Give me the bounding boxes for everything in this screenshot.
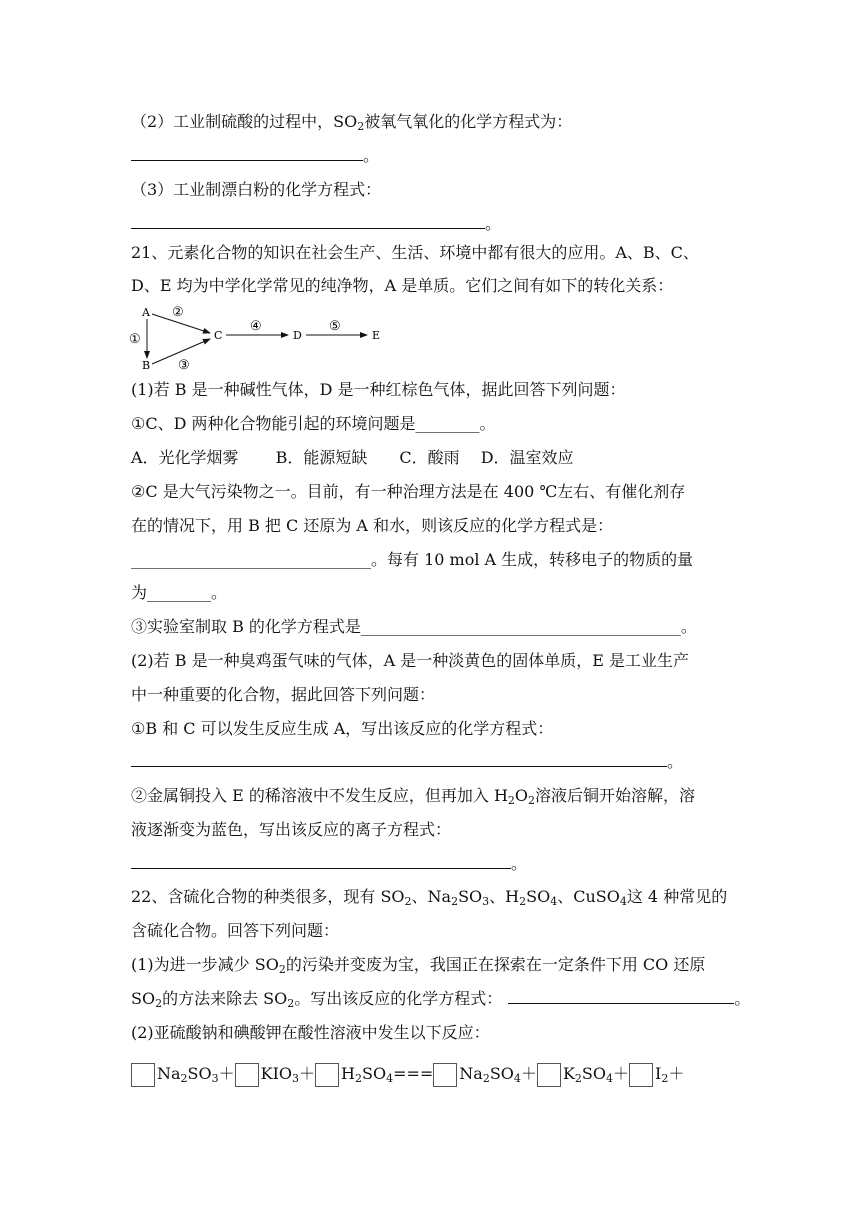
label-3: ③ [178, 358, 190, 373]
q21-stem-line2: D、E 均为中学化学常见的纯净物，A 是单质。它们之间有如下的转化关系： [131, 276, 674, 295]
q21-part1-q2-line3: ______________________________。每有 10 mol A 生成，转移电子的物质的量 [131, 550, 694, 569]
q22-stem-line1: 22、含硫化合物的种类很多，现有 $SO_2$、$Na_2SO_3$、$H_2SO_4$、CuSO$_4$这 4 种常见的 [131, 887, 728, 908]
q21-part2-intro-line2: 中一种重要的化合物，据此回答下列问题： [131, 685, 436, 704]
conversion-diagram [128, 302, 398, 374]
answer-blank[interactable] [131, 854, 511, 869]
q20-part2-answer-line: 。 [131, 146, 379, 166]
q21-part1-q1-options: A．光化学烟雾 B．能源短缺 C．酸雨 D．温室效应 [131, 448, 574, 467]
coefficient-box-6[interactable] [629, 1063, 653, 1087]
label-1: ① [129, 332, 141, 347]
q21-part2-q2-line1: ②金属铜投入 E 的稀溶液中不发生反应，但再加入 $H_2O_2$溶液后铜开始溶解，溶 [131, 786, 696, 807]
q22-stem-line2: 含硫化合物。回答下列问题： [131, 921, 340, 940]
q21-part1-q2-line1: ②C 是大气污染物之一。目前，有一种治理方法是在 400 ℃左右、有催化剂存 [131, 482, 686, 501]
q22-part1-line1: (1)为进一步减少 $SO_2$的污染并变废为宝，我国正在探索在一定条件下用 CO 还原 [131, 955, 706, 976]
q22-part2-line1: (2)亚硫酸钠和碘酸钾在酸性溶液中发生以下反应： [131, 1023, 490, 1042]
q20-part3-answer-line: 。 [131, 214, 501, 234]
q21-part1-q2-line2: 在的情况下，用 B 把 C 还原为 A 和水，则该反应的化学方程式是： [131, 516, 614, 535]
q21-part2-intro-line1: (2)若 B 是一种臭鸡蛋气味的气体，A 是一种淡黄色的固体单质，E 是工业生产 [131, 651, 690, 670]
answer-blank[interactable] [131, 146, 363, 161]
q21-part2-q2-line2: 液逐渐变为蓝色，写出该反应的离子方程式： [131, 820, 452, 839]
q21-part2-q1-answer-line: 。 [131, 752, 683, 772]
label-4: ④ [250, 319, 262, 334]
node-d: D [293, 329, 302, 342]
coefficient-box-5[interactable] [537, 1063, 561, 1087]
q21-part2-q2-answer-line: 。 [131, 854, 527, 874]
q20-part3-text: （3）工业制漂白粉的化学方程式： [131, 180, 382, 199]
answer-blank[interactable] [131, 752, 667, 767]
label-2: ② [172, 305, 184, 320]
q21-part1-q1: ①C、D 两种化合物能引起的环境问题是________。 [131, 414, 496, 433]
q21-part1-q2-line4: 为________。 [131, 583, 228, 602]
q21-part1-intro: (1)若 B 是一种碱性气体，D 是一种红棕色气体，据此回答下列问题： [131, 380, 626, 399]
label-5: ⑤ [329, 319, 341, 334]
node-b: B [142, 359, 151, 372]
equals-sign: === [393, 1064, 434, 1083]
q20-part2-text: （2）工业制硫酸的过程中，$SO_2$被氧气氧化的化学方程式为： [131, 112, 573, 133]
coefficient-box-1[interactable] [131, 1063, 155, 1087]
q21-part1-q3: ③实验室制取 B 的化学方程式是________________________________________。 [131, 617, 697, 636]
coefficient-box-3[interactable] [315, 1063, 339, 1087]
node-c: C [214, 329, 223, 342]
node-e: E [372, 329, 381, 342]
q22-part1-line2: $SO_2$的方法来除去 $SO_2$。写出该反应的化学方程式： 。 [131, 989, 751, 1010]
coefficient-box-2[interactable] [235, 1063, 259, 1087]
node-a: A [142, 306, 150, 319]
q21-part2-q1: ①B 和 C 可以发生反应生成 A，写出该反应的化学方程式： [131, 719, 554, 738]
q22-equation: $Na_2SO_3+ KIO_3+ H_2SO_4=== Na_2SO_4+ K_2SO_4+ I_2+$ [131, 1063, 684, 1087]
q21-stem-line1: 21、元素化合物的知识在社会生产、生活、环境中都有很大的应用。A、B、C、 [131, 243, 699, 262]
answer-blank[interactable] [131, 214, 485, 229]
answer-blank[interactable] [508, 989, 734, 1004]
coefficient-box-4[interactable] [433, 1063, 457, 1087]
